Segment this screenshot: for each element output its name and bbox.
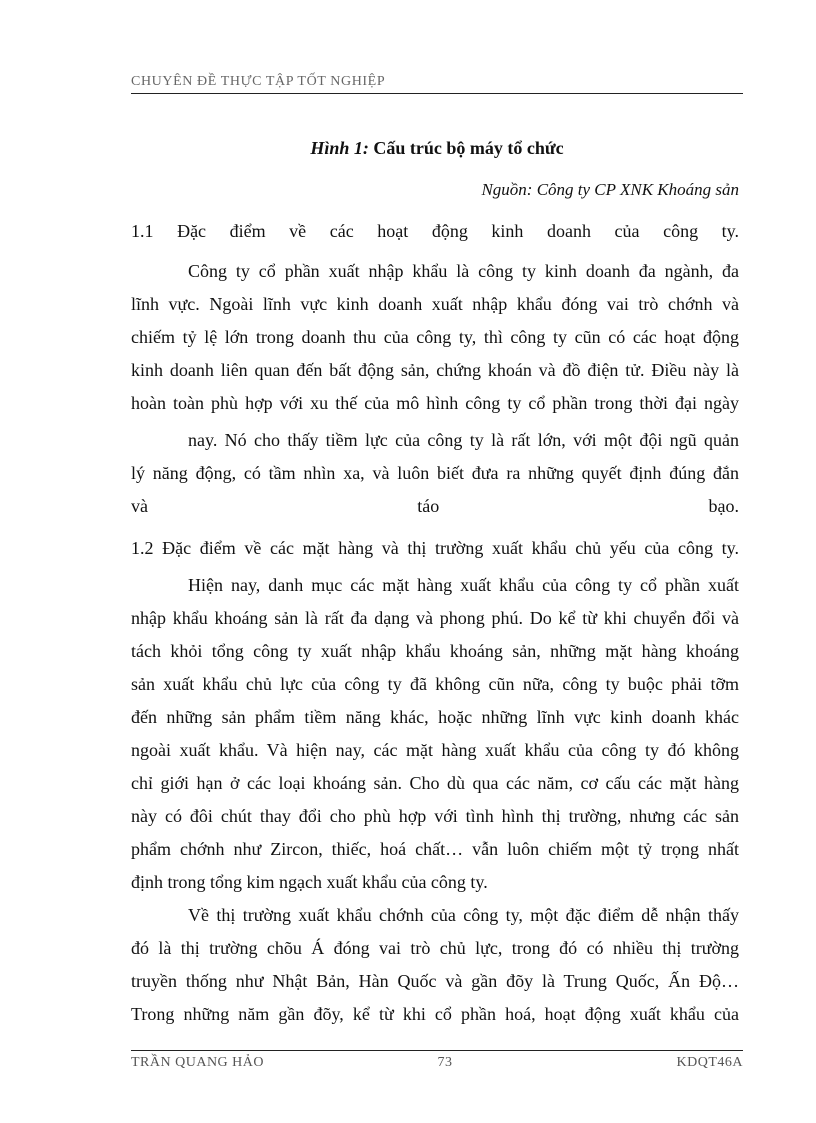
page-number: 73 — [437, 1055, 453, 1070]
heading-1-2: 1.2 Đặc điểm về các mặt hàng và thị trường xuất khẩu chủ yếu của công ty. — [131, 538, 739, 558]
paragraph-line: và táo bạo. — [131, 496, 739, 516]
paragraph-line: nay. Nó cho thấy tiềm lực của công ty là rất lớn, với một đội ngũ quản — [188, 430, 739, 450]
figure-label: Hình 1: — [310, 138, 369, 158]
paragraph-line: chỉ giới hạn ở các loại khoáng sản. Cho dù qua các năm, cơ cấu các mặt hàng — [131, 773, 739, 793]
footer-author: TRẦN QUANG HẢO — [131, 1055, 264, 1070]
paragraph-line: lý năng động, có tầm nhìn xa, và luôn biết đưa ra những quyết định đúng đắn — [131, 463, 739, 483]
footer-class-code: KDQT46A — [676, 1055, 743, 1070]
header-divider — [131, 93, 743, 94]
header-title: CHUYÊN ĐỀ THỰC TẬP TỐT NGHIỆP — [131, 74, 386, 89]
paragraph-line: Về thị trường xuất khẩu chớnh của công ty, một đặc điểm dễ nhận thấy — [188, 905, 739, 925]
figure-title: Cấu trúc bộ máy tổ chức — [373, 138, 564, 158]
paragraph-line: Trong những năm gần đõy, kể từ khi cổ phần hoá, hoạt động xuất khẩu của — [131, 1004, 739, 1024]
footer-divider — [131, 1050, 743, 1051]
paragraph-line: Công ty cổ phần xuất nhập khẩu là công ty kinh doanh đa ngành, đa — [188, 261, 739, 281]
paragraph-line: phẩm chớnh như Zircon, thiếc, hoá chất… vẫn luôn chiếm một tỷ trọng nhất — [131, 839, 739, 859]
paragraph-line: chiếm tỷ lệ lớn trong doanh thu của công ty, thì công ty cũn có các hoạt động — [131, 327, 739, 347]
paragraph-line: truyền thống như Nhật Bản, Hàn Quốc và gần đõy là Trung Quốc, Ấn Độ… — [131, 971, 739, 991]
paragraph-line: nhập khẩu khoáng sản là rất đa dạng và phong phú. Do kể từ khi chuyển đổi và — [131, 608, 739, 628]
paragraph-line: kinh doanh liên quan đến bất động sản, chứng khoán và đồ điện tử. Điều này là — [131, 360, 739, 380]
paragraph-line: sản xuất khẩu chủ lực của công ty đã không cũn nữa, công ty buộc phải tỡm — [131, 674, 739, 694]
paragraph-line: đó là thị trường chõu Á đóng vai trò chủ lực, trong đó có nhiều thị trường — [131, 938, 739, 958]
paragraph-line: tách khỏi tổng công ty xuất nhập khẩu khoáng sản, những mặt hàng khoáng — [131, 641, 739, 661]
paragraph-line: hoàn toàn phù hợp với xu thế của mô hình công ty cổ phần trong thời đại ngày — [131, 393, 739, 413]
paragraph-line: định trong tổng kim ngạch xuất khẩu của công ty. — [131, 872, 488, 892]
figure-caption — [131, 138, 743, 159]
heading-1-1: 1.1 Đặc điểm về các hoạt động kinh doanh của công ty. — [131, 221, 739, 241]
paragraph-line: lĩnh vực. Ngoài lĩnh vực kinh doanh xuất nhập khẩu đóng vai trò chớnh và — [131, 294, 739, 314]
paragraph-line: Hiện nay, danh mục các mặt hàng xuất khẩu của công ty cổ phần xuất — [188, 575, 739, 595]
paragraph-line: đến những sản phẩm tiềm năng khác, hoặc những lĩnh vực kinh doanh khác — [131, 707, 739, 727]
paragraph-line: này có đôi chút thay đổi cho phù hợp với tình hình thị trường, nhưng các sản — [131, 806, 739, 826]
paragraph-line: ngoài xuất khẩu. Và hiện nay, các mặt hàng xuất khẩu của công ty đó không — [131, 740, 739, 760]
figure-source: Nguồn: Công ty CP XNK Khoáng sản — [481, 180, 739, 199]
